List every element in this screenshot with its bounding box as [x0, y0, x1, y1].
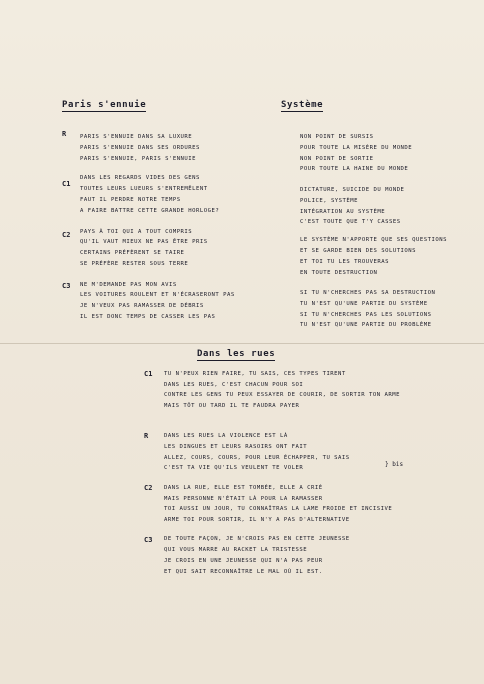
lyric-line: SI TU N'CHERCHES PAS SA DESTRUCTION: [300, 290, 436, 296]
lyric-line: PARIS S'ENNUIE DANS SES ORDURES: [80, 145, 200, 151]
lyric-line: TOI AUSSI UN JOUR, TU CONNAÎTRAS LA LAME FROIDE ET INCISIVE: [164, 506, 393, 512]
lyric-line: NE M'DEMANDE PAS MON AVIS: [80, 282, 177, 288]
verse-marker: R: [144, 432, 149, 440]
lyric-line: NON POINT DE SORTIE: [300, 156, 374, 162]
verse-marker: C1: [62, 180, 71, 188]
verse-marker: C1: [144, 370, 153, 378]
lyric-line: INTÉGRATION AU SYSTÈME: [300, 209, 386, 215]
lyric-line: POLICE, SYSTÈME: [300, 198, 359, 204]
repeat-mark: } bis: [385, 461, 404, 468]
lyric-line: MAIS TÔT OU TARD IL TE FAUDRA PAYER: [164, 403, 300, 409]
lyric-line: C'EST TA VIE QU'ILS VEULENT TE VOLER: [164, 465, 304, 471]
lyric-line: DANS LA RUE, ELLE EST TOMBÉE, ELLE A CRIÉ: [164, 485, 323, 491]
lyric-line: SE PRÉFÈRE RESTER SOUS TERRE: [80, 261, 189, 267]
song-title-systeme: Système: [281, 100, 324, 110]
lyric-line: CERTAINS PRÉFÈRENT SE TAIRE: [80, 250, 185, 256]
verse-marker: C3: [144, 536, 153, 544]
song-title-dans-les-rues: Dans les rues: [197, 349, 276, 359]
lyric-line: TU N'EST QU'UNE PARTIE DU SYSTÈME: [300, 301, 428, 307]
lyric-line: POUR TOUTE LA HAINE DU MONDE: [300, 166, 409, 172]
lyric-line: SI TU N'CHERCHES PAS LES SOLUTIONS: [300, 312, 432, 318]
verse-marker: R: [62, 130, 67, 138]
lyric-line: ARME TOI POUR SORTIR, IL N'Y A PAS D'ALTERNATIVE: [164, 517, 350, 523]
lyric-line: A FAIRE BATTRE CETTE GRANDE HORLOGE?: [80, 208, 220, 214]
lyric-line: QU'IL VAUT MIEUX NE PAS ÊTRE PRIS: [80, 239, 208, 245]
lyric-line: PAYS À TOI QUI A TOUT COMPRIS: [80, 229, 193, 235]
lyric-line: EN TOUTE DESTRUCTION: [300, 270, 378, 276]
lyric-line: TU N'PEUX RIEN FAIRE, TU SAIS, CES TYPES TIRENT: [164, 371, 346, 377]
song-title-paris-s-ennuie: Paris s'ennuie: [62, 100, 147, 110]
lyric-line: LES DINGUES ET LEURS RASOIRS ONT FAIT: [164, 444, 308, 450]
paper-fold-line: [0, 343, 484, 344]
lyric-line: DANS LES REGARDS VIDES DES GENS: [80, 175, 200, 181]
lyric-line: IL EST DONC TEMPS DE CASSER LES PAS: [80, 314, 216, 320]
lyric-line: LES VOITURES ROULENT ET N'ÉCRASERONT PAS: [80, 292, 235, 298]
verse-marker: C2: [62, 231, 71, 239]
lyric-line: POUR TOUTE LA MISÈRE DU MONDE: [300, 145, 413, 151]
lyric-line: PARIS S'ENNUIE DANS SA LUXURE: [80, 134, 193, 140]
verse-marker: C2: [144, 484, 153, 492]
lyric-line: FAUT IL PERDRE NOTRE TEMPS: [80, 197, 181, 203]
lyric-line: MAIS PERSONNE N'ÉTAIT LÀ POUR LA RAMASSER: [164, 496, 323, 502]
lyric-line: TOUTES LEURS LUEURS S'ENTREMÊLENT: [80, 186, 208, 192]
lyric-line: C'EST TOUTE QUE T'Y CASSES: [300, 219, 401, 225]
lyric-line: LE SYSTÈME N'APPORTE QUE SES QUESTIONS: [300, 237, 447, 243]
lyric-line: PARIS S'ENNUIE, PARIS S'ENNUIE: [80, 156, 197, 162]
lyric-line: QUI VOUS MARRE AU RACKET LA TRISTESSE: [164, 547, 308, 553]
lyric-line: ET TOI TU LES TROUVERAS: [300, 259, 389, 265]
lyric-line: ET SE GARDE BIEN DES SOLUTIONS: [300, 248, 417, 254]
lyric-line: ET QUI SAIT RECONNAÎTRE LE MAL OÙ IL EST.: [164, 569, 323, 575]
lyric-line: DANS LES RUES LA VIOLENCE EST LÀ: [164, 433, 288, 439]
lyric-line: DANS LES RUES, C'EST CHACUN POUR SOI: [164, 382, 304, 388]
lyric-line: ALLEZ, COURS, COURS, POUR LEUR ÉCHAPPER, TU SAIS: [164, 455, 350, 461]
lyric-line: DICTATURE, SUICIDE DU MONDE: [300, 187, 405, 193]
lyric-line: CONTRE LES GENS TU PEUX ESSAYER DE COURIR, DE SORTIR TON ARME: [164, 392, 400, 398]
verse-marker: C3: [62, 282, 71, 290]
lyric-line: JE N'VEUX PAS RAMASSER DE DÉBRIS: [80, 303, 204, 309]
lyric-line: JE CROIS EN UNE JEUNESSE QUI N'A PAS PEUR: [164, 558, 323, 564]
lyric-line: TU N'EST QU'UNE PARTIE DU PROBLÈME: [300, 322, 432, 328]
lyric-line: NON POINT DE SURSIS: [300, 134, 374, 140]
lyric-line: DE TOUTE FAÇON, JE N'CROIS PAS EN CETTE JEUNESSE: [164, 536, 350, 542]
